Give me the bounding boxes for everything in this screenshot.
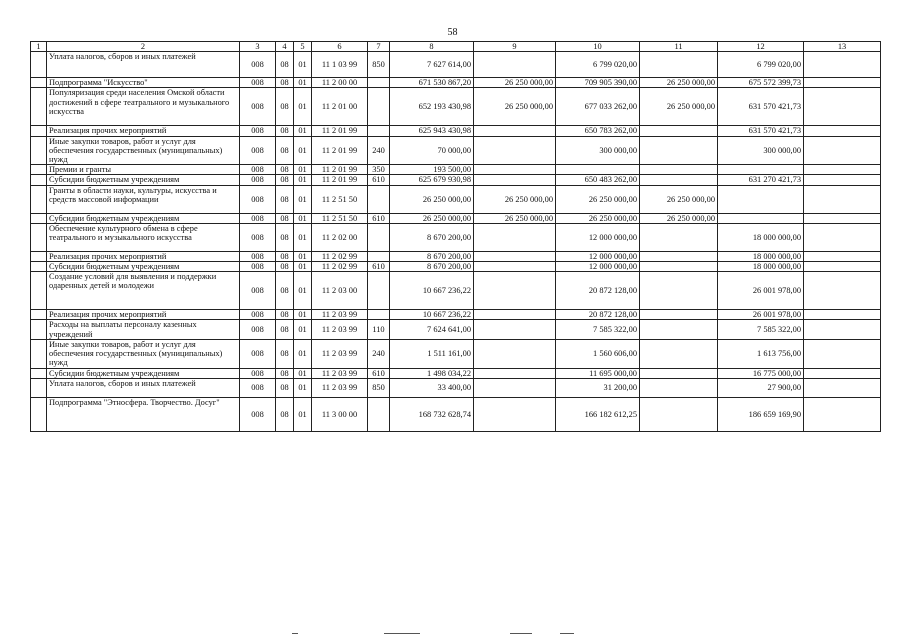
amount-cell bbox=[640, 223, 718, 251]
code-cell: 08 bbox=[276, 262, 294, 272]
amount-cell: 10 667 236,22 bbox=[390, 272, 474, 310]
amount-cell: 26 250 000,00 bbox=[640, 78, 718, 88]
code-cell: 008 bbox=[240, 272, 276, 310]
row-index-cell bbox=[31, 379, 47, 398]
row-index-cell bbox=[31, 78, 47, 88]
amount-cell bbox=[804, 223, 881, 251]
budget-table bbox=[30, 41, 881, 432]
code-cell: 08 bbox=[276, 175, 294, 185]
code-cell: 008 bbox=[240, 136, 276, 165]
amount-cell: 26 250 000,00 bbox=[474, 185, 556, 213]
amount-cell bbox=[474, 52, 556, 78]
code-cell: 610 bbox=[368, 213, 390, 223]
amount-cell bbox=[640, 165, 718, 175]
item-name-cell: Подпрограмма "Искусство" bbox=[47, 78, 240, 88]
header-cell: 8 bbox=[390, 42, 474, 52]
row-index-cell bbox=[31, 251, 47, 261]
amount-cell: 10 667 236,22 bbox=[390, 310, 474, 320]
table-row bbox=[31, 223, 881, 251]
amount-cell: 26 001 978,00 bbox=[718, 272, 804, 310]
amount-cell bbox=[804, 126, 881, 136]
amount-cell bbox=[640, 251, 718, 261]
amount-cell: 631 570 421,73 bbox=[718, 88, 804, 126]
table-row bbox=[31, 136, 881, 165]
amount-cell bbox=[804, 379, 881, 398]
amount-cell bbox=[804, 78, 881, 88]
code-cell: 11 2 03 99 bbox=[312, 339, 368, 368]
amount-cell: 650 783 262,00 bbox=[556, 126, 640, 136]
item-name-cell: Уплата налогов, сборов и иных платежей bbox=[47, 379, 240, 398]
amount-cell: 12 000 000,00 bbox=[556, 262, 640, 272]
header-cell: 6 bbox=[312, 42, 368, 52]
code-cell: 11 2 03 99 bbox=[312, 368, 368, 378]
amount-cell bbox=[640, 339, 718, 368]
code-cell: 008 bbox=[240, 368, 276, 378]
header-cell: 2 bbox=[47, 42, 240, 52]
amount-cell: 26 250 000,00 bbox=[640, 213, 718, 223]
code-cell: 08 bbox=[276, 126, 294, 136]
code-cell: 008 bbox=[240, 78, 276, 88]
header-cell: 5 bbox=[294, 42, 312, 52]
code-cell: 610 bbox=[368, 175, 390, 185]
table-row bbox=[31, 310, 881, 320]
amount-cell bbox=[804, 272, 881, 310]
header-cell: 13 bbox=[804, 42, 881, 52]
amount-cell bbox=[640, 310, 718, 320]
code-cell: 610 bbox=[368, 368, 390, 378]
amount-cell bbox=[804, 262, 881, 272]
amount-cell bbox=[474, 310, 556, 320]
amount-cell bbox=[804, 175, 881, 185]
amount-cell bbox=[804, 136, 881, 165]
page-number: 58 bbox=[447, 27, 458, 38]
item-name-cell: Расходы на выплаты персоналу казенных учреждений bbox=[47, 320, 240, 339]
code-cell: 01 bbox=[294, 88, 312, 126]
amount-cell bbox=[804, 320, 881, 339]
code-cell: 610 bbox=[368, 262, 390, 272]
table-row bbox=[31, 368, 881, 378]
amount-cell: 652 193 430,98 bbox=[390, 88, 474, 126]
amount-cell: 31 200,00 bbox=[556, 379, 640, 398]
amount-cell: 26 250 000,00 bbox=[556, 213, 640, 223]
code-cell: 01 bbox=[294, 379, 312, 398]
code-cell bbox=[368, 310, 390, 320]
amount-cell bbox=[474, 262, 556, 272]
row-index-cell bbox=[31, 213, 47, 223]
scan-artifact bbox=[0, 633, 905, 637]
header-cell: 7 bbox=[368, 42, 390, 52]
amount-cell: 671 530 867,20 bbox=[390, 78, 474, 88]
item-name-cell: Уплата налогов, сборов и иных платежей bbox=[47, 52, 240, 78]
amount-cell: 650 483 262,00 bbox=[556, 175, 640, 185]
amount-cell: 27 900,00 bbox=[718, 379, 804, 398]
amount-cell: 677 033 262,00 bbox=[556, 88, 640, 126]
code-cell: 08 bbox=[276, 223, 294, 251]
code-cell: 01 bbox=[294, 126, 312, 136]
amount-cell bbox=[474, 223, 556, 251]
amount-cell bbox=[640, 398, 718, 432]
code-cell: 008 bbox=[240, 223, 276, 251]
code-cell: 008 bbox=[240, 339, 276, 368]
code-cell: 008 bbox=[240, 398, 276, 432]
item-name-cell: Обеспечение культурного обмена в сфере театрального и музыкального искусства bbox=[47, 223, 240, 251]
code-cell: 11 2 03 99 bbox=[312, 379, 368, 398]
amount-cell bbox=[804, 398, 881, 432]
code-cell: 008 bbox=[240, 310, 276, 320]
header-cell: 10 bbox=[556, 42, 640, 52]
row-index-cell bbox=[31, 223, 47, 251]
code-cell: 11 2 02 99 bbox=[312, 262, 368, 272]
amount-cell bbox=[474, 320, 556, 339]
amount-cell: 26 250 000,00 bbox=[474, 88, 556, 126]
code-cell: 08 bbox=[276, 339, 294, 368]
item-name-cell: Реализация прочих мероприятий bbox=[47, 126, 240, 136]
code-cell: 850 bbox=[368, 52, 390, 78]
amount-cell: 631 570 421,73 bbox=[718, 126, 804, 136]
amount-cell: 26 250 000,00 bbox=[640, 185, 718, 213]
table-row bbox=[31, 213, 881, 223]
amount-cell: 20 872 128,00 bbox=[556, 310, 640, 320]
code-cell: 11 2 03 00 bbox=[312, 272, 368, 310]
table-row bbox=[31, 88, 881, 126]
amount-cell: 7 624 641,00 bbox=[390, 320, 474, 339]
row-index-cell bbox=[31, 175, 47, 185]
code-cell bbox=[368, 185, 390, 213]
amount-cell bbox=[640, 368, 718, 378]
header-cell: 4 bbox=[276, 42, 294, 52]
row-index-cell bbox=[31, 136, 47, 165]
row-index-cell bbox=[31, 126, 47, 136]
amount-cell: 11 695 000,00 bbox=[556, 368, 640, 378]
row-index-cell bbox=[31, 368, 47, 378]
amount-cell: 625 943 430,98 bbox=[390, 126, 474, 136]
amount-cell bbox=[804, 165, 881, 175]
header-cell: 12 bbox=[718, 42, 804, 52]
row-index-cell bbox=[31, 52, 47, 78]
item-name-cell: Иные закупки товаров, работ и услуг для обеспечения государственных (муниципальных) нужд bbox=[47, 339, 240, 368]
amount-cell: 26 250 000,00 bbox=[390, 185, 474, 213]
amount-cell: 631 270 421,73 bbox=[718, 175, 804, 185]
amount-cell: 300 000,00 bbox=[718, 136, 804, 165]
code-cell: 08 bbox=[276, 272, 294, 310]
code-cell: 01 bbox=[294, 175, 312, 185]
code-cell: 08 bbox=[276, 213, 294, 223]
amount-cell: 26 250 000,00 bbox=[474, 213, 556, 223]
row-index-cell bbox=[31, 320, 47, 339]
code-cell: 110 bbox=[368, 320, 390, 339]
amount-cell bbox=[474, 379, 556, 398]
amount-cell: 70 000,00 bbox=[390, 136, 474, 165]
code-cell: 008 bbox=[240, 165, 276, 175]
item-name-cell: Гранты в области науки, культуры, искусства и средств массовой информации bbox=[47, 185, 240, 213]
table-row bbox=[31, 175, 881, 185]
code-cell bbox=[368, 223, 390, 251]
code-cell: 08 bbox=[276, 185, 294, 213]
amount-cell: 1 511 161,00 bbox=[390, 339, 474, 368]
code-cell: 11 2 00 00 bbox=[312, 78, 368, 88]
amount-cell: 26 001 978,00 bbox=[718, 310, 804, 320]
code-cell: 008 bbox=[240, 88, 276, 126]
amount-cell bbox=[474, 339, 556, 368]
code-cell: 01 bbox=[294, 310, 312, 320]
code-cell: 11 2 01 00 bbox=[312, 88, 368, 126]
item-name-cell: Иные закупки товаров, работ и услуг для обеспечения государственных (муниципальных) нужд bbox=[47, 136, 240, 165]
code-cell: 01 bbox=[294, 272, 312, 310]
code-cell: 11 2 03 99 bbox=[312, 320, 368, 339]
amount-cell: 168 732 628,74 bbox=[390, 398, 474, 432]
code-cell: 008 bbox=[240, 320, 276, 339]
amount-cell: 8 670 200,00 bbox=[390, 223, 474, 251]
header-cell: 1 bbox=[31, 42, 47, 52]
amount-cell bbox=[718, 185, 804, 213]
amount-cell bbox=[474, 175, 556, 185]
amount-cell bbox=[640, 136, 718, 165]
row-index-cell bbox=[31, 339, 47, 368]
amount-cell: 26 250 000,00 bbox=[556, 185, 640, 213]
amount-cell: 166 182 612,25 bbox=[556, 398, 640, 432]
code-cell: 11 2 01 99 bbox=[312, 165, 368, 175]
amount-cell bbox=[804, 251, 881, 261]
amount-cell bbox=[640, 379, 718, 398]
code-cell: 008 bbox=[240, 213, 276, 223]
amount-cell bbox=[640, 272, 718, 310]
code-cell bbox=[368, 88, 390, 126]
item-name-cell: Премии и гранты bbox=[47, 165, 240, 175]
item-name-cell: Субсидии бюджетным учреждениям bbox=[47, 262, 240, 272]
table-row bbox=[31, 272, 881, 310]
code-cell: 11 3 00 00 bbox=[312, 398, 368, 432]
row-index-cell bbox=[31, 398, 47, 432]
code-cell: 08 bbox=[276, 379, 294, 398]
row-index-cell bbox=[31, 262, 47, 272]
code-cell: 240 bbox=[368, 136, 390, 165]
code-cell bbox=[368, 272, 390, 310]
row-index-cell bbox=[31, 88, 47, 126]
amount-cell: 300 000,00 bbox=[556, 136, 640, 165]
item-name-cell: Создание условий для выявления и поддержки одаренных детей и молодежи bbox=[47, 272, 240, 310]
code-cell: 01 bbox=[294, 185, 312, 213]
table-row bbox=[31, 165, 881, 175]
item-name-cell: Реализация прочих мероприятий bbox=[47, 310, 240, 320]
amount-cell bbox=[718, 165, 804, 175]
code-cell bbox=[368, 78, 390, 88]
table-row bbox=[31, 185, 881, 213]
amount-cell: 193 500,00 bbox=[390, 165, 474, 175]
amount-cell bbox=[640, 320, 718, 339]
code-cell: 008 bbox=[240, 251, 276, 261]
amount-cell: 12 000 000,00 bbox=[556, 223, 640, 251]
amount-cell bbox=[640, 262, 718, 272]
table-row bbox=[31, 251, 881, 261]
amount-cell: 33 400,00 bbox=[390, 379, 474, 398]
code-cell: 11 2 01 99 bbox=[312, 136, 368, 165]
amount-cell: 1 613 756,00 bbox=[718, 339, 804, 368]
table-row bbox=[31, 262, 881, 272]
amount-cell bbox=[640, 175, 718, 185]
amount-cell bbox=[718, 213, 804, 223]
amount-cell: 186 659 169,90 bbox=[718, 398, 804, 432]
item-name-cell: Субсидии бюджетным учреждениям bbox=[47, 213, 240, 223]
amount-cell: 7 585 322,00 bbox=[556, 320, 640, 339]
code-cell: 01 bbox=[294, 52, 312, 78]
item-name-cell: Популяризация среди населения Омской области достижений в сфере театрального и музыкального искусства bbox=[47, 88, 240, 126]
amount-cell: 625 679 930,98 bbox=[390, 175, 474, 185]
code-cell bbox=[368, 251, 390, 261]
code-cell: 08 bbox=[276, 368, 294, 378]
code-cell: 11 2 01 99 bbox=[312, 175, 368, 185]
amount-cell bbox=[474, 398, 556, 432]
code-cell: 240 bbox=[368, 339, 390, 368]
code-cell: 350 bbox=[368, 165, 390, 175]
table-row bbox=[31, 398, 881, 432]
code-cell: 08 bbox=[276, 310, 294, 320]
amount-cell bbox=[474, 251, 556, 261]
amount-cell bbox=[556, 165, 640, 175]
code-cell: 08 bbox=[276, 320, 294, 339]
header-cell: 11 bbox=[640, 42, 718, 52]
item-name-cell: Реализация прочих мероприятий bbox=[47, 251, 240, 261]
amount-cell bbox=[474, 368, 556, 378]
amount-cell: 8 670 200,00 bbox=[390, 251, 474, 261]
header-cell: 9 bbox=[474, 42, 556, 52]
item-name-cell: Субсидии бюджетным учреждениям bbox=[47, 175, 240, 185]
code-cell: 850 bbox=[368, 379, 390, 398]
amount-cell bbox=[474, 272, 556, 310]
amount-cell bbox=[804, 52, 881, 78]
code-cell: 11 2 02 99 bbox=[312, 251, 368, 261]
code-cell: 01 bbox=[294, 398, 312, 432]
row-index-cell bbox=[31, 165, 47, 175]
code-cell bbox=[368, 398, 390, 432]
code-cell: 11 2 01 99 bbox=[312, 126, 368, 136]
amount-cell: 12 000 000,00 bbox=[556, 251, 640, 261]
amount-cell: 20 872 128,00 bbox=[556, 272, 640, 310]
amount-cell bbox=[804, 185, 881, 213]
code-cell: 01 bbox=[294, 78, 312, 88]
amount-cell bbox=[640, 126, 718, 136]
amount-cell: 26 250 000,00 bbox=[640, 88, 718, 126]
code-cell: 08 bbox=[276, 52, 294, 78]
item-name-cell: Подпрограмма "Этносфера. Творчество. Досуг" bbox=[47, 398, 240, 432]
amount-cell: 675 572 399,73 bbox=[718, 78, 804, 88]
code-cell: 08 bbox=[276, 136, 294, 165]
amount-cell bbox=[474, 165, 556, 175]
code-cell: 11 2 03 99 bbox=[312, 310, 368, 320]
table-row bbox=[31, 52, 881, 78]
amount-cell bbox=[474, 126, 556, 136]
code-cell: 01 bbox=[294, 136, 312, 165]
row-index-cell bbox=[31, 272, 47, 310]
code-cell: 08 bbox=[276, 251, 294, 261]
table-row bbox=[31, 339, 881, 368]
code-cell: 11 2 02 00 bbox=[312, 223, 368, 251]
table-row bbox=[31, 379, 881, 398]
amount-cell: 6 799 020,00 bbox=[556, 52, 640, 78]
code-cell: 008 bbox=[240, 185, 276, 213]
amount-cell bbox=[474, 136, 556, 165]
code-cell: 11 1 03 99 bbox=[312, 52, 368, 78]
amount-cell: 26 250 000,00 bbox=[474, 78, 556, 88]
code-cell: 01 bbox=[294, 262, 312, 272]
amount-cell: 18 000 000,00 bbox=[718, 251, 804, 261]
code-cell: 008 bbox=[240, 379, 276, 398]
row-index-cell bbox=[31, 185, 47, 213]
code-cell: 008 bbox=[240, 126, 276, 136]
amount-cell bbox=[804, 88, 881, 126]
amount-cell bbox=[804, 310, 881, 320]
amount-cell: 7 627 614,00 bbox=[390, 52, 474, 78]
table-row bbox=[31, 126, 881, 136]
table-row bbox=[31, 78, 881, 88]
table-row bbox=[31, 320, 881, 339]
code-cell: 008 bbox=[240, 52, 276, 78]
amount-cell bbox=[640, 52, 718, 78]
code-cell: 01 bbox=[294, 251, 312, 261]
amount-cell: 8 670 200,00 bbox=[390, 262, 474, 272]
code-cell: 008 bbox=[240, 262, 276, 272]
amount-cell: 1 560 606,00 bbox=[556, 339, 640, 368]
header-cell: 3 bbox=[240, 42, 276, 52]
header-row bbox=[31, 42, 881, 52]
amount-cell: 7 585 322,00 bbox=[718, 320, 804, 339]
amount-cell: 1 498 034,22 bbox=[390, 368, 474, 378]
code-cell: 01 bbox=[294, 213, 312, 223]
amount-cell: 6 799 020,00 bbox=[718, 52, 804, 78]
code-cell: 008 bbox=[240, 175, 276, 185]
code-cell: 01 bbox=[294, 339, 312, 368]
code-cell bbox=[368, 126, 390, 136]
code-cell: 08 bbox=[276, 88, 294, 126]
code-cell: 08 bbox=[276, 165, 294, 175]
code-cell: 01 bbox=[294, 223, 312, 251]
item-name-cell: Субсидии бюджетным учреждениям bbox=[47, 368, 240, 378]
amount-cell: 16 775 000,00 bbox=[718, 368, 804, 378]
code-cell: 01 bbox=[294, 320, 312, 339]
amount-cell: 709 905 390,00 bbox=[556, 78, 640, 88]
amount-cell: 18 000 000,00 bbox=[718, 262, 804, 272]
code-cell: 11 2 51 50 bbox=[312, 213, 368, 223]
amount-cell bbox=[804, 368, 881, 378]
code-cell: 01 bbox=[294, 165, 312, 175]
row-index-cell bbox=[31, 310, 47, 320]
amount-cell: 18 000 000,00 bbox=[718, 223, 804, 251]
code-cell: 01 bbox=[294, 368, 312, 378]
code-cell: 11 2 51 50 bbox=[312, 185, 368, 213]
code-cell: 08 bbox=[276, 398, 294, 432]
amount-cell: 26 250 000,00 bbox=[390, 213, 474, 223]
amount-cell bbox=[804, 339, 881, 368]
amount-cell bbox=[804, 213, 881, 223]
code-cell: 08 bbox=[276, 78, 294, 88]
